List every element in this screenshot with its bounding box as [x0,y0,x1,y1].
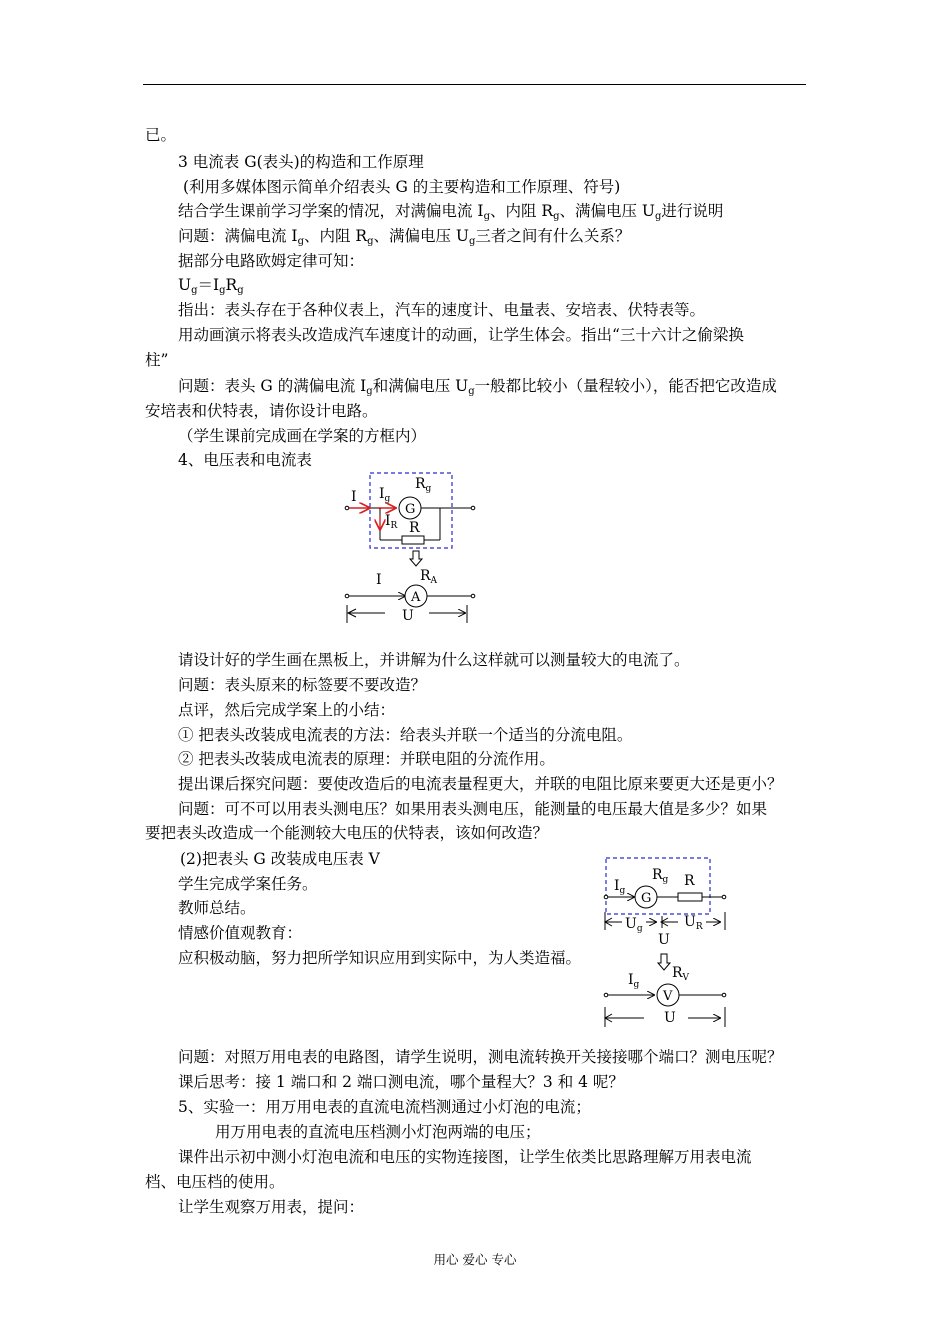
ammeter-circuit-diagram [335,465,495,635]
page-footer: 用心 爱心 专心 [433,1252,517,1267]
label-IR: $I_R$ [385,513,398,531]
text-line: 指出：表头存在于各种仪表上，汽车的速度计、电量表、安培表、伏特表等。 [178,301,706,319]
shunt-resistor [402,536,424,544]
text-line: 据部分电路欧姆定律可知： [178,252,365,270]
text-line: 柱” [145,351,169,369]
text-line: 结合学生课前学习学案的情况，对满偏电流 $I_g$、内阻 $R_g$、满偏电压 $U_g$进行说明 [178,202,724,222]
text-line: 3 电流表 G(表头)的构造和工作原理 [178,153,424,171]
text-line: （学生课前完成画在学案的方框内） [178,427,427,445]
down-arrow-icon [658,954,670,970]
label-Ug: $U_g$ [625,916,643,934]
text-line: 学生完成学案任务。 [178,875,318,893]
voltmeter-circuit-diagram [598,852,738,1032]
text-line: 已。 [145,126,177,144]
label-Rg: $R_g$ [415,476,432,494]
text-line: 情感价值观教育： [178,924,303,942]
text-line: 问题：表头原来的标签要不要改造？ [178,676,427,694]
text-line: 用万用电表的直流电压档测小灯泡两端的电压； [215,1123,541,1141]
text-line: ① 把表头改装成电流表的方法：给表头并联一个适当的分流电阻。 [178,726,633,744]
text-line: 问题：可不可以用表头测电压？如果用表头测电压，能测量的电压最大值是多少？如果 [178,800,768,818]
text-line: (2)把表头 G 改装成电压表 V [180,850,380,868]
text-line: 要把表头改造成一个能测较大电压的伏特表，该如何改造？ [145,824,549,842]
text-line: 请设计好的学生画在黑板上，并讲解为什么这样就可以测量较大的电流了。 [178,651,690,669]
label-I: I [351,489,357,505]
text-line: 问题：满偏电流 $I_g$、内阻 $R_g$、满偏电压 $U_g$三者之间有什么关系？ [178,227,631,247]
label-I-result: I [376,572,382,588]
text-line: 档、电压档的使用。 [145,1173,285,1191]
text-line: 4、电压表和电流表 [178,451,312,469]
text-line: 问题：表头 G 的满偏电流 $I_g$和满偏电压 $U_g$一般都比较小（量程较小），能否把它改造成 [178,377,777,397]
label-Ig: $I_g$ [379,486,391,504]
label-Rg: $R_g$ [652,867,669,885]
text-line: ② 把表头改装成电流表的原理：并联电阻的分流作用。 [178,750,555,768]
text-line: 点评，然后完成学案上的小结： [178,701,396,719]
text-line: 让学生观察万用表，提问： [178,1198,365,1216]
text-line: 应积极动脑，努力把所学知识应用到实际中，为人类造福。 [178,949,582,967]
text-line: (利用多媒体图示简单介绍表头 G 的主要构造和工作原理、符号) [183,178,621,196]
text-line: 提出课后探究问题：要使改造后的电流表量程更大，并联的电阻比原来要更大还是更小？ [178,775,783,793]
label-U: U [402,608,414,624]
label-Ig: $I_g$ [614,878,626,896]
label-G: G [405,502,416,517]
label-U-result: U [664,1010,676,1026]
header-rule [143,84,806,85]
text-line: 课后思考：接 1 端口和 2 端口测电流，哪个量程大？3 和 4 呢？ [178,1073,624,1091]
text-line: $U_g=I_gR_g$ [178,276,244,296]
label-U: U [658,932,670,948]
label-UR: $U_R$ [684,914,703,932]
label-A: A [411,590,421,605]
label-RA: $R_A$ [420,568,438,586]
label-G: G [641,891,652,906]
text-line: 5、实验一：用万用电表的直流电流档测通过小灯泡的电流； [178,1098,591,1116]
text-line: 问题：对照万用电表的电路图，请学生说明，测电流转换开关接接哪个端口？测电压呢？ [178,1048,783,1066]
label-Ig-result: $I_g$ [628,972,640,990]
label-V: V [663,989,673,1004]
series-resistor [678,893,702,901]
label-R: R [409,520,420,536]
text-line: 安培表和伏特表，请你设计电路。 [145,402,378,420]
label-RV: $R_V$ [672,965,690,983]
down-arrow-icon [410,551,422,566]
text-line: 课件出示初中测小灯泡电流和电压的实物连接图，让学生依类比思路理解万用表电流 [178,1148,752,1166]
text-line: 教师总结。 [178,899,256,917]
text-line: 用动画演示将表头改造成汽车速度计的动画，让学生体会。指出“三十六计之偷梁换 [178,326,744,344]
label-R: R [684,873,695,889]
